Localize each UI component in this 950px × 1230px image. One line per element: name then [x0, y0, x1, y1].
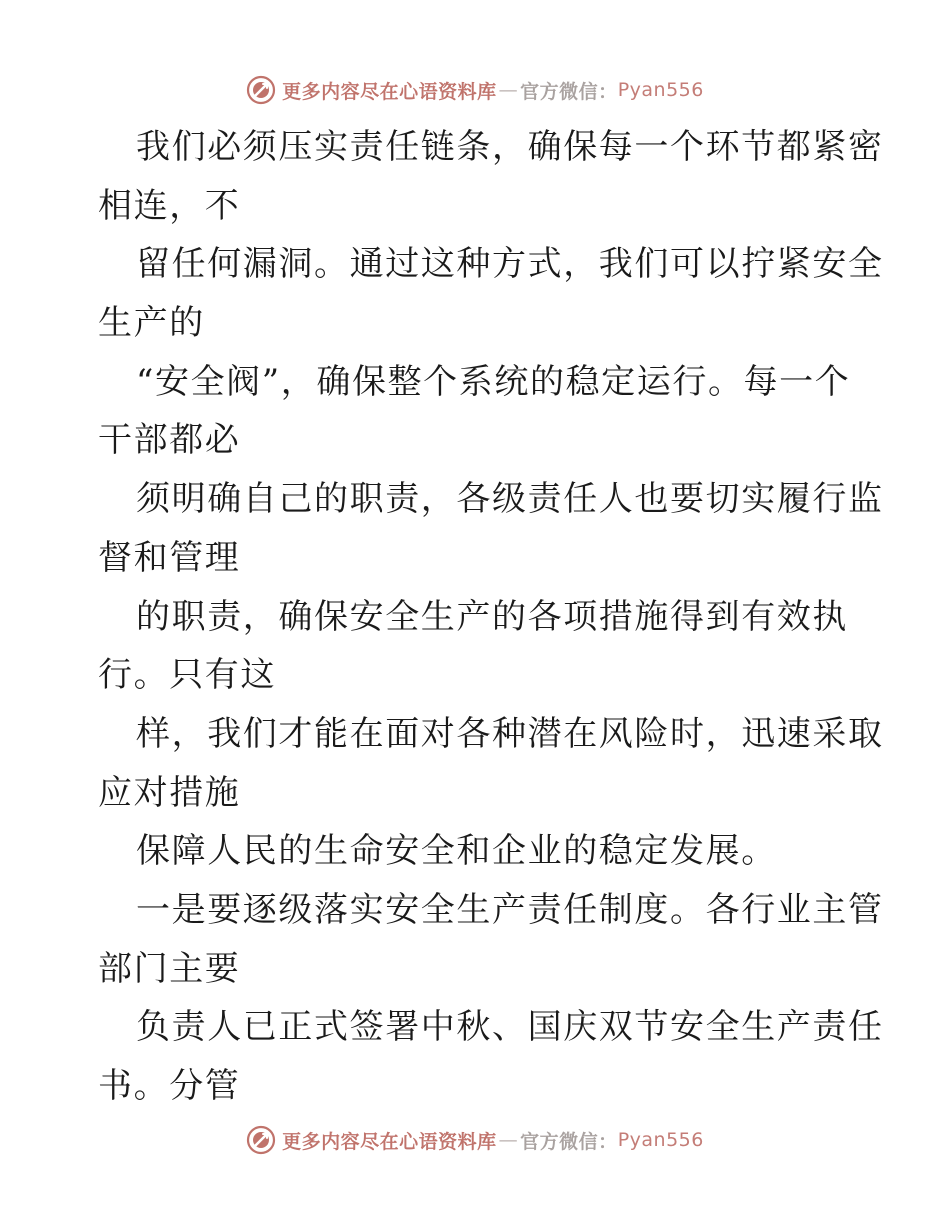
text-line: 部门主要: [98, 948, 241, 989]
document-body: [98, 118, 884, 1116]
watermark-id: Pyan556: [617, 79, 704, 101]
text-line: 保障人民的生命安全和企业的稳定发展。: [136, 831, 777, 872]
text-line: 督和管理: [98, 537, 241, 578]
watermark-dash: —: [498, 79, 519, 101]
text-line: 一是要逐级落实安全生产责任制度。各行业主管: [136, 889, 884, 930]
watermark-dash: —: [498, 1129, 519, 1151]
watermark-title: 更多内容尽在心语资料库: [282, 80, 497, 103]
text-line: 行。只有这: [98, 655, 276, 696]
watermark-title: 更多内容尽在心语资料库: [282, 1130, 497, 1153]
text-line: 须明确自己的职责，各级责任人也要切实履行监: [136, 479, 884, 520]
text-line: 的职责，确保安全生产的各项措施得到有效执: [136, 596, 848, 637]
header-watermark: [0, 70, 950, 110]
watermark-id: Pyan556: [617, 1129, 704, 1151]
brand-logo-icon: [246, 1125, 276, 1155]
text-line: “安全阀”，确保整个系统的稳定运行。每一个: [136, 361, 851, 402]
text-line: 留任何漏洞。通过这种方式，我们可以拧紧安全: [136, 244, 884, 285]
watermark-label: 官方微信：: [520, 1130, 618, 1153]
text-line: 负责人已正式签署中秋、国庆双节安全生产责任: [136, 1007, 884, 1048]
text-line: 干部都必: [98, 420, 241, 461]
text-line: 应对措施: [98, 772, 241, 813]
text-line: 样，我们才能在面对各种潜在风险时，迅速采取: [136, 713, 884, 754]
watermark-label: 官方微信：: [520, 80, 618, 103]
footer-watermark: [0, 1120, 950, 1160]
text-line: 相连，不: [98, 185, 241, 226]
text-line: 生产的: [98, 303, 205, 344]
text-line: 书。分管: [98, 1066, 241, 1106]
text-line: 我们必须压实责任链条，确保每一个环节都紧密: [136, 127, 884, 167]
brand-logo-icon: [246, 75, 276, 105]
